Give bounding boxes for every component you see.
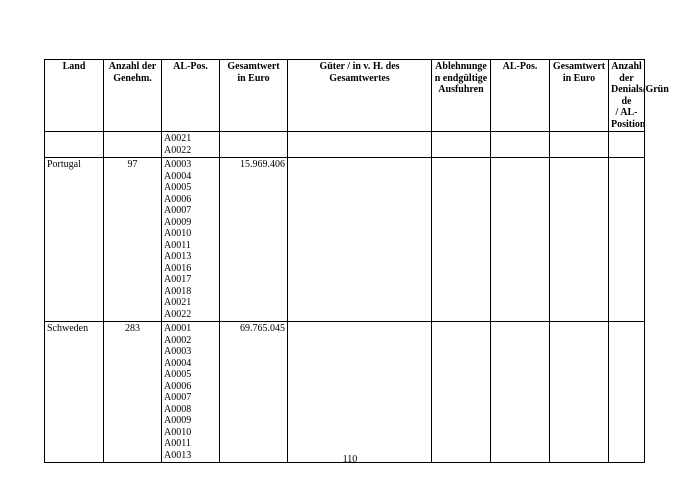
cell-rejections xyxy=(432,158,491,322)
header-line: AL-Pos. xyxy=(502,61,538,72)
table-body xyxy=(45,132,645,463)
header-line: / AL-Position xyxy=(611,107,646,130)
al-code: A0018 xyxy=(164,285,192,297)
cell-goods xyxy=(288,132,432,158)
header-land xyxy=(45,60,104,132)
al-code: A0005 xyxy=(164,182,192,193)
cell-country: Schweden xyxy=(45,322,104,463)
cell-rejections xyxy=(432,132,491,158)
cell-total: 15.969.406 xyxy=(220,158,288,322)
header-line: Gesamtwert xyxy=(227,61,280,72)
al-code: A0010 xyxy=(164,426,192,438)
table-header-row xyxy=(45,60,645,132)
al-code: A0003 xyxy=(164,159,192,170)
header-line: Gesamtwertes xyxy=(329,72,390,84)
header-line: Anzahl der xyxy=(611,61,642,84)
header-anzahl-genehm xyxy=(104,60,162,132)
header-line: Ablehnunge xyxy=(435,61,487,72)
al-code: A0011 xyxy=(164,239,191,251)
cell-goods xyxy=(288,158,432,322)
header-al-pos-2 xyxy=(491,60,550,132)
header-line: Güter / in v. H. des xyxy=(319,61,400,72)
cell-total: 69.765.045 xyxy=(220,322,288,463)
al-code: A0016 xyxy=(164,262,192,274)
cell-al-codes xyxy=(162,158,220,322)
cell-denials xyxy=(609,132,645,158)
header-gueter xyxy=(288,60,432,132)
cell-al-codes xyxy=(162,132,220,158)
cell-rej-total xyxy=(550,132,609,158)
al-code: A0021 xyxy=(164,297,192,308)
header-ablehnungen xyxy=(432,60,491,132)
al-code: A0003 xyxy=(164,346,192,357)
al-code: A0010 xyxy=(164,228,192,239)
export-licence-table xyxy=(44,59,669,463)
cell-count xyxy=(104,132,162,158)
cell-rej-codes xyxy=(491,322,550,463)
cell-denials xyxy=(609,158,645,322)
table-row xyxy=(45,132,645,158)
cell-rej-total xyxy=(550,158,609,322)
cell-rejections xyxy=(432,322,491,463)
cell-denials xyxy=(609,322,645,463)
cell-rej-codes xyxy=(491,158,550,322)
al-code: A0001 xyxy=(164,323,192,334)
cell-total xyxy=(220,132,288,158)
al-code: A0006 xyxy=(164,193,192,205)
al-code: A0021 xyxy=(164,133,192,144)
header-line: in Euro xyxy=(237,72,270,84)
header-line: n endgültige xyxy=(434,72,488,84)
al-code: A0004 xyxy=(164,170,192,182)
al-code: A0011 xyxy=(164,438,191,449)
header-line: Land xyxy=(62,61,86,72)
al-code: A0008 xyxy=(164,403,192,415)
cell-rej-codes xyxy=(491,132,550,158)
header-line: Genehm. xyxy=(113,72,152,84)
al-code: A0007 xyxy=(164,392,192,403)
table-row xyxy=(45,158,645,322)
cell-goods xyxy=(288,322,432,463)
header-al-pos xyxy=(162,60,220,132)
cell-rej-total xyxy=(550,322,609,463)
header-line: AL-Pos. xyxy=(173,61,208,72)
al-code: A0013 xyxy=(164,251,192,262)
page-number: 110 xyxy=(342,454,358,465)
al-code: A0002 xyxy=(164,334,192,346)
al-code: A0005 xyxy=(164,369,192,380)
al-code: A0022 xyxy=(164,144,192,156)
header-gesamtwert-2 xyxy=(550,60,609,132)
header-line: in Euro xyxy=(562,72,596,84)
al-code: A0013 xyxy=(164,449,192,461)
cell-count: 283 xyxy=(104,322,162,463)
al-code: A0006 xyxy=(164,380,192,392)
al-code: A0009 xyxy=(164,415,192,426)
al-code: A0007 xyxy=(164,205,192,216)
cell-count: 97 xyxy=(104,158,162,322)
cell-country: Portugal xyxy=(45,158,104,322)
al-code: A0022 xyxy=(164,308,192,320)
cell-al-codes xyxy=(162,322,220,463)
header-line: Ausfuhren xyxy=(438,84,484,95)
cell-country xyxy=(45,132,104,158)
al-code: A0017 xyxy=(164,274,192,285)
table-row xyxy=(45,322,645,463)
header-line: Denials/Grün xyxy=(611,84,669,95)
al-code: A0004 xyxy=(164,357,192,369)
header-denials xyxy=(609,60,669,132)
al-code: A0009 xyxy=(164,216,192,228)
header-gesamtwert xyxy=(220,60,288,132)
header-line: de xyxy=(621,95,632,107)
header-line: Gesamtwert xyxy=(552,61,606,72)
header-line: Anzahl der xyxy=(108,61,157,72)
